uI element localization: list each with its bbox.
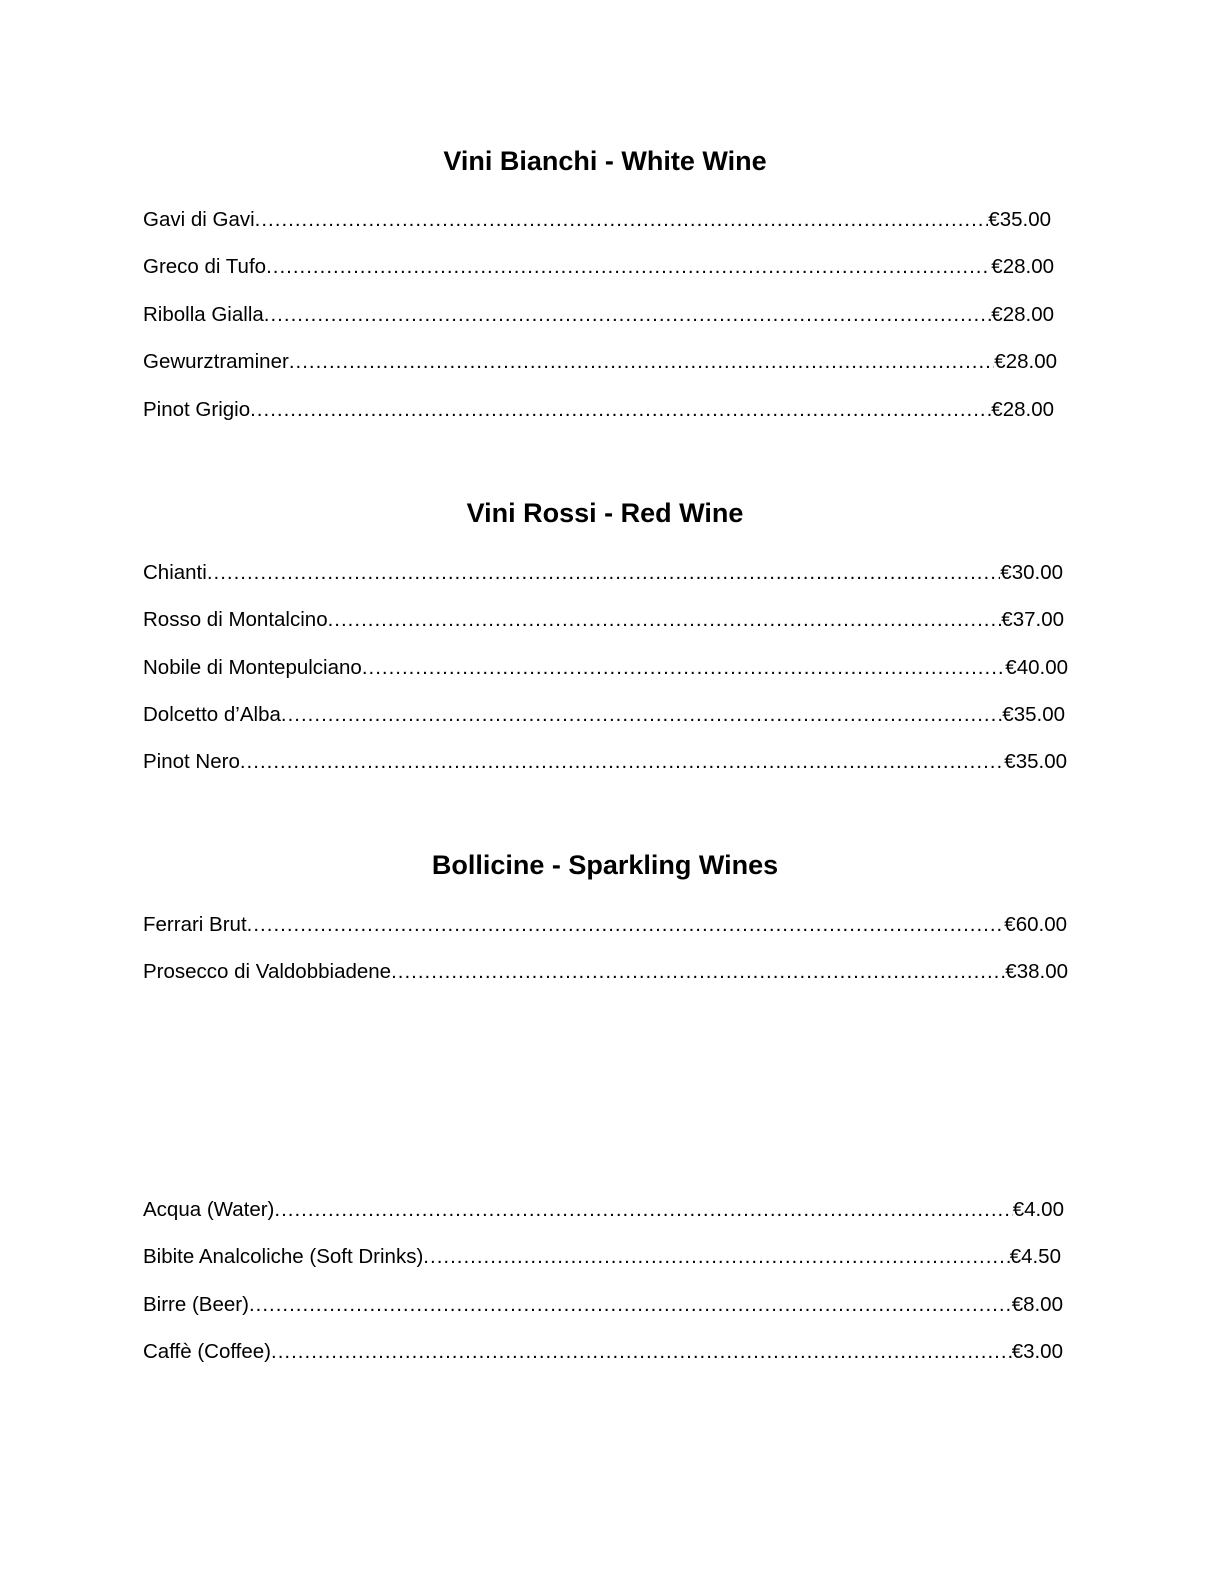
menu-item: [143, 610, 1064, 631]
dot-leader: [240, 752, 1004, 773]
item-price: €40.00: [1005, 658, 1068, 679]
item-name: Nobile di Montepulciano: [143, 658, 362, 679]
menu-item: [143, 352, 1057, 373]
item-price: €3.00: [1011, 1342, 1063, 1363]
menu-item: [143, 915, 1067, 936]
item-name: Bibite Analcoliche (Soft Drinks): [143, 1247, 424, 1268]
dot-leader: [328, 610, 1002, 631]
item-price: €28.00: [991, 305, 1054, 326]
item-name: Rosso di Montalcino: [143, 610, 328, 631]
menu-item: [143, 1342, 1063, 1363]
item-name: Ribolla Gialla: [143, 305, 264, 326]
item-price: €30.00: [1000, 563, 1063, 584]
dot-leader: [362, 658, 1005, 679]
item-price: €8.00: [1011, 1295, 1063, 1316]
item-name: Ferrari Brut: [143, 915, 247, 936]
menu-item: [143, 257, 1054, 278]
dot-leader: [250, 400, 991, 421]
menu-item: [143, 1247, 1061, 1268]
item-name: Greco di Tufo: [143, 257, 267, 278]
item-name: Gewurztraminer: [143, 352, 289, 373]
dot-leader: [255, 210, 989, 231]
red-wine-title: Vini Rossi - Red Wine: [466, 498, 744, 528]
item-name: Caffè (Coffee): [143, 1342, 272, 1363]
menu-item: [143, 962, 1068, 983]
dot-leader: [423, 1247, 1009, 1268]
dot-leader: [266, 257, 991, 278]
menu-item: [143, 210, 1051, 231]
item-price: €35.00: [1002, 705, 1065, 726]
item-price: €35.00: [1004, 752, 1067, 773]
sparkling-wine-title: Bollicine - Sparkling Wines: [431, 850, 779, 880]
item-name: Dolcetto d’Alba: [143, 705, 281, 726]
dot-leader: [207, 563, 1000, 584]
dot-leader: [274, 1200, 1012, 1221]
menu-item: [143, 563, 1063, 584]
dot-leader: [271, 1342, 1012, 1363]
dot-leader: [281, 705, 1002, 726]
menu-item: [143, 658, 1068, 679]
item-name: Acqua (Water): [143, 1200, 275, 1221]
menu-item: [143, 705, 1065, 726]
item-price: €4.00: [1012, 1200, 1064, 1221]
item-price: €4.50: [1009, 1247, 1061, 1268]
dot-leader: [247, 915, 1005, 936]
item-price: €38.00: [1005, 962, 1068, 983]
item-name: Pinot Nero: [143, 752, 240, 773]
menu-item: [143, 1295, 1063, 1316]
dot-leader: [249, 1295, 1012, 1316]
item-price: €28.00: [991, 257, 1054, 278]
menu-item: [143, 752, 1067, 773]
item-name: Chianti: [143, 563, 207, 584]
menu-item: [143, 1200, 1064, 1221]
dot-leader: [264, 305, 992, 326]
item-name: Gavi di Gavi: [143, 210, 255, 231]
menu-item: [143, 305, 1054, 326]
dot-leader: [289, 352, 994, 373]
item-price: €28.00: [991, 400, 1054, 421]
item-price: €37.00: [1001, 610, 1064, 631]
menu-item: [143, 400, 1054, 421]
item-name: Pinot Grigio: [143, 400, 251, 421]
item-price: €60.00: [1004, 915, 1067, 936]
dot-leader: [391, 962, 1005, 983]
item-name: Prosecco di Valdobbiadene: [143, 962, 392, 983]
item-price: €35.00: [988, 210, 1051, 231]
item-price: €28.00: [994, 352, 1057, 373]
item-name: Birre (Beer): [143, 1295, 249, 1316]
white-wine-title: Vini Bianchi - White Wine: [443, 146, 767, 176]
